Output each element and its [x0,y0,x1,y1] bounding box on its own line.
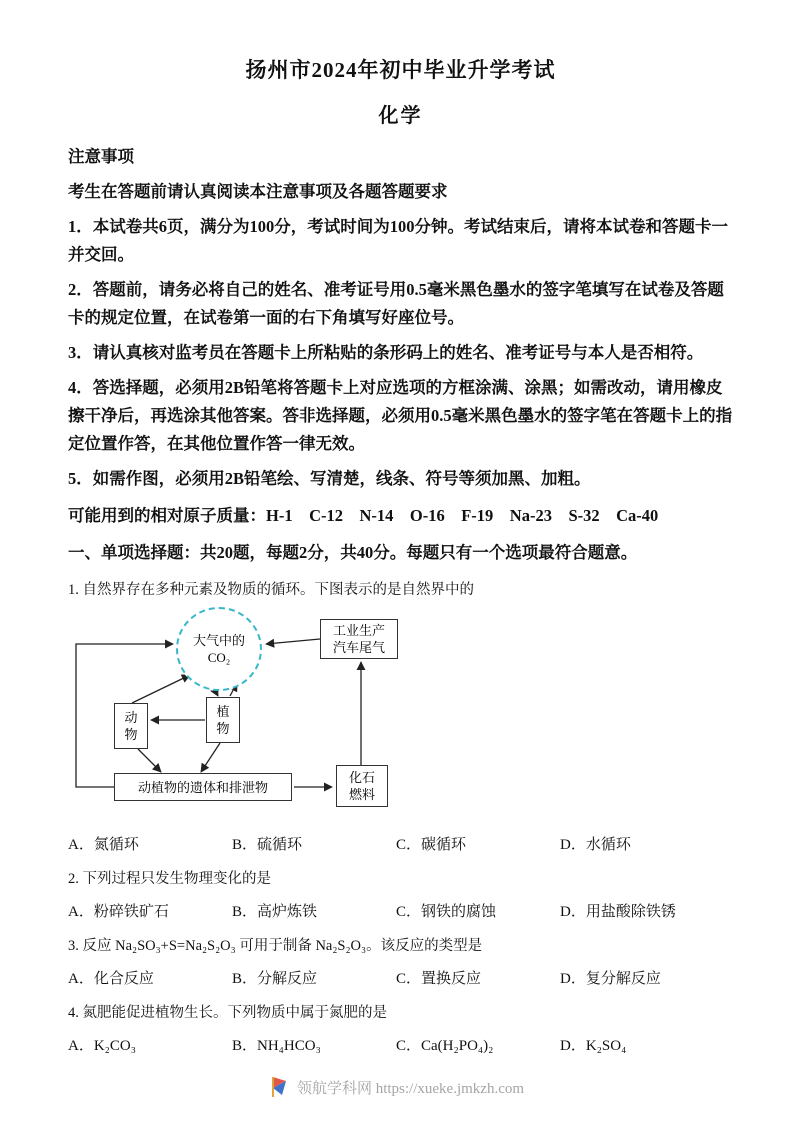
fossil-label: 化石燃料 [348,770,375,802]
animal-node [114,703,148,749]
option-a: A．氮循环 [68,837,139,853]
option-b: B．NH₄HCO₃ [232,1038,321,1054]
question-4 [68,1003,733,1057]
notice-item-3: 3．请认真核对监考员在答题卡上所粘贴的条形码上的姓名、准考证号与本人是否相符。 [68,343,704,362]
xueke-logo-icon [269,1076,289,1098]
exam-subject: 化学 [378,105,423,127]
question-1-options [68,834,733,856]
co2-label: 大气中的CO₂ [192,633,245,665]
industry-exhaust-node [320,619,398,659]
question-3 [68,936,733,990]
option-d: D．用盐酸除铁锈 [560,904,676,920]
option-c: C．碳循环 [396,837,467,853]
question-4-options [68,1035,733,1057]
notice-heading: 注意事项 [68,147,134,166]
question-2 [68,869,733,923]
notice-item-4: 4．答选择题，必须用2B铅笔将答题卡上对应选项的方框涂满、涂黑；如需改动，请用橡皮擦干净后，再选涂其他答案。答非选择题，必须用0.5毫米黑色墨水的签字笔在答题卡上的指定位置作答，在其他位置作答一律无效。 [68,378,733,453]
notice-item-5: 5．如需作图，必须用2B铅笔绘、写清楚，线条、符号等须加黑、加粗。 [68,469,591,488]
option-a: A．粉碎铁矿石 [68,904,169,920]
question-stem: 2. 下列过程只发生物理变化的是 [68,871,271,887]
exam-title: 扬州市2024年初中毕业升学考试 [245,58,556,82]
option-d: D．K₂SO₄ [560,1038,627,1054]
co2-node [176,607,262,691]
footer [0,1076,793,1098]
footer-site-text: 领航学科网 https://xueke.jmkzh.com [296,1080,525,1097]
carbon-cycle-diagram [68,607,430,823]
option-b: B．高炉炼铁 [232,904,318,920]
question-1 [68,580,733,856]
option-a: A．化合反应 [68,971,154,987]
question-stem: 1. 自然界存在多种元素及物质的循环。下图表示的是自然界中的 [68,582,474,598]
plant-label: 植物 [216,704,230,736]
industry-label: 工业生产汽车尾气 [332,623,385,655]
question-stem: 4. 氮肥能促进植物生长。下列物质中属于氮肥的是 [68,1005,387,1021]
atomic-masses-line: 可能用到的相对原子质量：H-1 C-12 N-14 O-16 F-19 Na-23 S-32 Ca-40 [68,506,659,525]
option-b: B．分解反应 [232,971,318,987]
fossil-fuel-node [336,765,388,807]
option-a: A．K₂CO₃ [68,1038,136,1054]
notice-item-2: 2．答题前，请务必将自己的姓名、准考证号用0.5毫米黑色墨水的签字笔填写在试卷及答题卡的规定位置，在试卷第一面的右下角填写好座位号。 [68,280,724,327]
option-c: C．Ca(H₂PO₄)₂ [396,1038,494,1054]
option-c: C．钢铁的腐蚀 [396,904,497,920]
option-d: D．水循环 [560,837,631,853]
notice-section [68,143,733,493]
plant-node [206,697,240,743]
question-2-options [68,901,733,923]
remains-node [114,773,292,801]
question-3-options [68,968,733,990]
option-c: C．置换反应 [396,971,482,987]
notice-item-1: 1．本试卷共6页，满分为100分，考试时间为100分钟。考试结束后，请将本试卷和答题卡一并交回。 [68,217,728,264]
option-b: B．硫循环 [232,837,303,853]
remains-label: 动植物的遗体和排泄物 [137,779,268,795]
section-heading: 一、单项选择题：共20题，每题2分，共40分。每题只有一个选项最符合题意。 [68,543,638,562]
option-d: D．复分解反应 [560,971,661,987]
question-stem: 3. 反应 Na₂SO₃+S=Na₂S₂O₃ 可用于制备 Na₂S₂O₃。该反应的类型是 [68,938,483,954]
notice-intro: 考生在答题前请认真阅读本注意事项及各题答题要求 [68,182,448,201]
animal-label: 动物 [124,710,138,742]
